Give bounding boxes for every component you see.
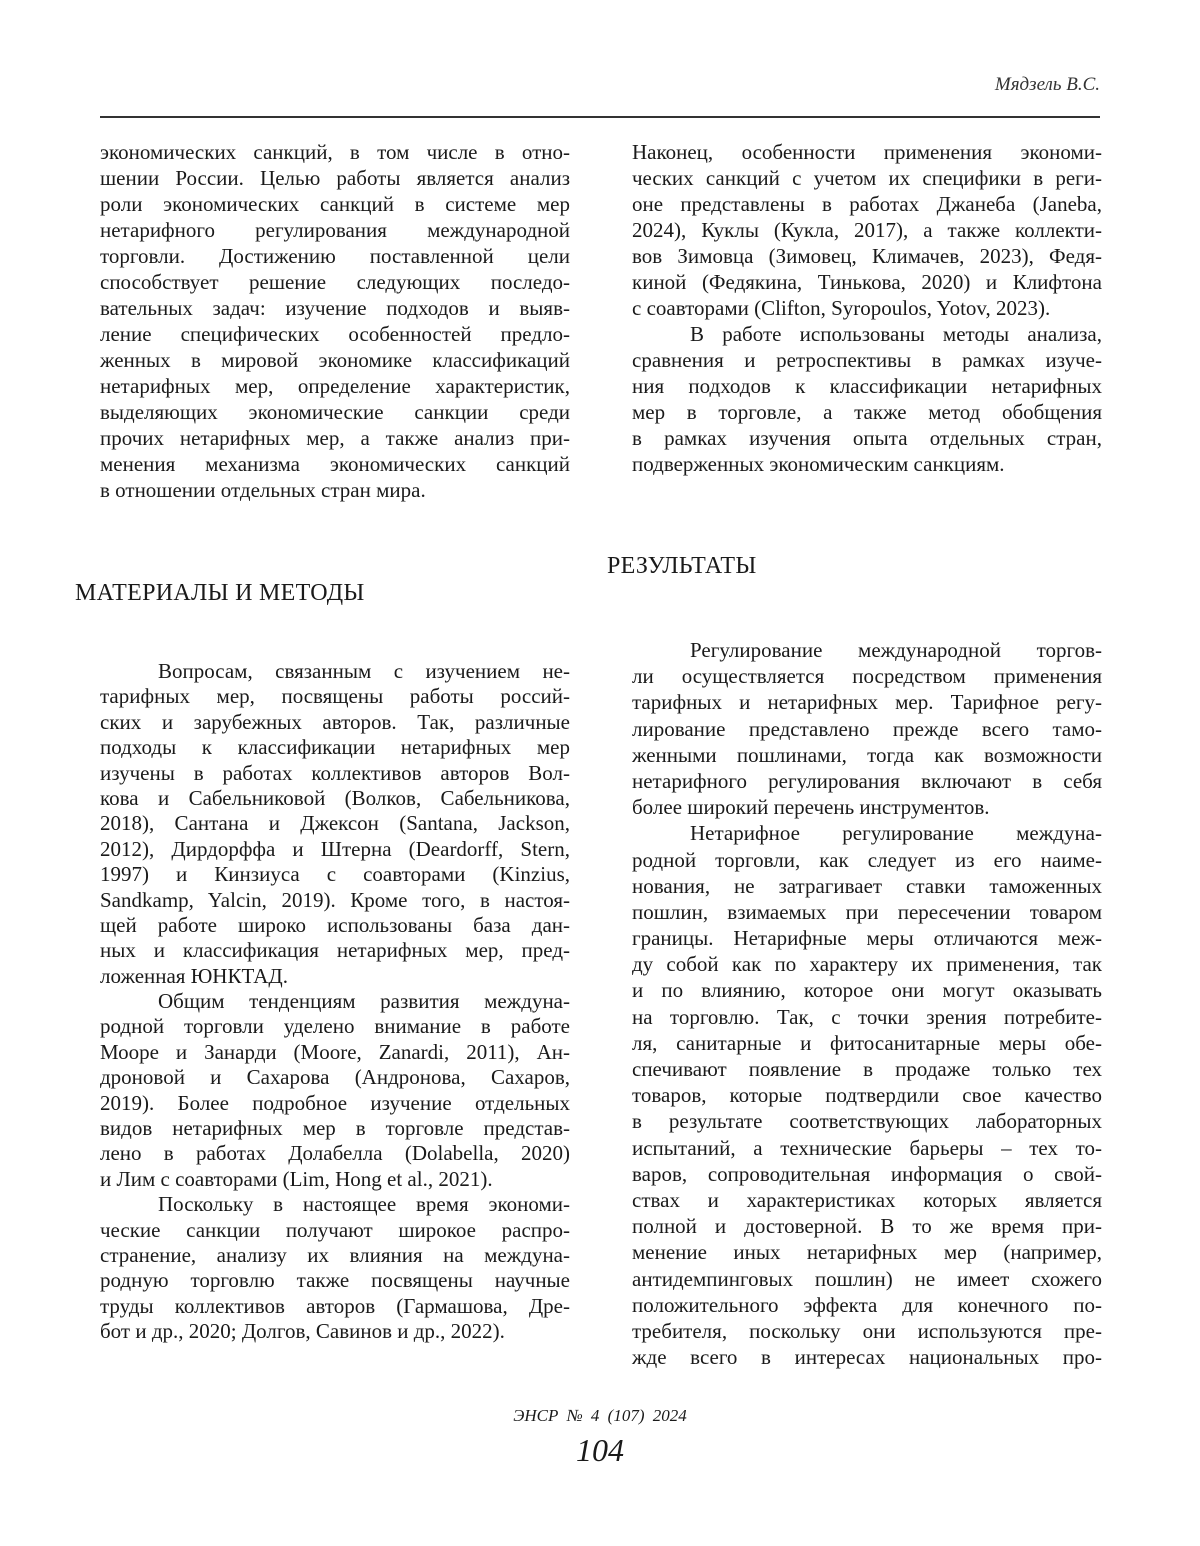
paragraph <box>632 820 1102 1370</box>
text-line: торговли. Достижению поставленной цели <box>100 243 570 269</box>
text-line: роли экономических санкций в системе мер <box>100 191 570 217</box>
text-line: дроновой и Сахарова (Андронова, Сахаров, <box>100 1065 570 1090</box>
text-line: ских и зарубежных авторов. Так, различные <box>100 710 570 735</box>
text-line: менения механизма экономических санкций <box>100 451 570 477</box>
paragraph <box>100 659 570 989</box>
text-line: лено в работах Долабелла (Dolabella, 2020) <box>100 1141 570 1166</box>
text-line: Наконец, особенности применения экономи- <box>632 139 1102 165</box>
text-line: ных и классификация нетарифных мер, пред- <box>100 938 570 963</box>
paragraph <box>100 1192 570 1344</box>
text-line: положительного эффекта для конечного по- <box>632 1292 1102 1318</box>
text-line: лирование представлено прежде всего тамо- <box>632 716 1102 742</box>
text-line: ния подходов к классификации нетарифных <box>632 373 1102 399</box>
text-line: и по влиянию, которое они могут оказывать <box>632 977 1102 1003</box>
text-line: вов Зимовца (Зимовец, Климачев, 2023), Федя- <box>632 243 1102 269</box>
paragraph <box>100 989 570 1192</box>
text-line: труды коллективов авторов (Гармашова, Дре- <box>100 1294 570 1319</box>
text-line: с соавторами (Clifton, Syropoulos, Yotov, 2023). <box>632 295 1102 321</box>
text-line: шении России. Целью работы является анализ <box>100 165 570 191</box>
text-line: странение, анализу их влияния на междуна- <box>100 1243 570 1268</box>
text-line: и Лим с соавторами (Lim, Hong et al., 2021). <box>100 1167 570 1192</box>
text-line: оне представлены в работах Джанеба (Janeba, <box>632 191 1102 217</box>
text-line: границы. Нетарифные меры отличаются меж- <box>632 925 1102 951</box>
text-line: щей работе широко использованы база дан- <box>100 913 570 938</box>
text-line: женных в мировой экономике классификаций <box>100 347 570 373</box>
text-line: 2024), Куклы (Кукла, 2017), а также коллекти- <box>632 217 1102 243</box>
paragraph <box>632 139 1102 321</box>
text-line: в отношении отдельных стран мира. <box>100 477 570 503</box>
text-line: кова и Сабельниковой (Волков, Сабельникова, <box>100 786 570 811</box>
text-line: 2018), Сантана и Джексон (Santana, Jackson, <box>100 811 570 836</box>
text-line: женными пошлинами, тогда как возможности <box>632 742 1102 768</box>
text-line: Мооре и Занарди (Moore, Zanardi, 2011), Ан- <box>100 1040 570 1065</box>
text-line: нетарифного регулирования включают в себя <box>632 768 1102 794</box>
text-line: ложенная ЮНКТАД. <box>100 964 570 989</box>
text-line: полной и достоверной. В то же время при- <box>632 1213 1102 1239</box>
text-line: нетарифного регулирования международной <box>100 217 570 243</box>
text-line: жде всего в интересах национальных про- <box>632 1344 1102 1370</box>
text-line: выделяющих экономические санкции среди <box>100 399 570 425</box>
text-line: изучены в работах коллективов авторов Вол- <box>100 761 570 786</box>
text-line: Общим тенденциям развития междуна- <box>100 989 570 1014</box>
text-line: вательных задач: изучение подходов и выяв- <box>100 295 570 321</box>
text-line: более широкий перечень инструментов. <box>632 794 1102 820</box>
text-line: ли осуществляется посредством применения <box>632 663 1102 689</box>
text-line: 1997) и Кинзиуса с соавторами (Kinzius, <box>100 862 570 887</box>
text-line: 2012), Дирдорффа и Штерна (Deardorff, Stern, <box>100 837 570 862</box>
text-line: в рамках изучения опыта отдельных стран, <box>632 425 1102 451</box>
text-line: прочих нетарифных мер, а также анализ при- <box>100 425 570 451</box>
results-text <box>632 637 1102 1370</box>
text-line: спечивают появление в продаже только тех <box>632 1056 1102 1082</box>
methods-text <box>100 659 570 1345</box>
text-line: нетарифных мер, определение характеристик, <box>100 373 570 399</box>
text-line: ческие санкции получают широкое распро- <box>100 1218 570 1243</box>
text-line: варов, сопроводительная информация о свой- <box>632 1161 1102 1187</box>
header-rule <box>100 116 1100 118</box>
text-line: товаров, которые подтвердили свое качество <box>632 1082 1102 1108</box>
paragraph <box>632 321 1102 477</box>
footer-journal-issue: ЭНСР № 4 (107) 2024 <box>0 1406 1200 1426</box>
text-line: ля, санитарные и фитосанитарные меры обе- <box>632 1030 1102 1056</box>
running-header-author: Мядзель В.С. <box>995 74 1100 96</box>
text-line: Вопросам, связанным с изучением не- <box>100 659 570 684</box>
text-line: ствах и характеристиках которых является <box>632 1187 1102 1213</box>
text-line: ческих санкций с учетом их специфики в реги- <box>632 165 1102 191</box>
text-line: подходы к классификации нетарифных мер <box>100 735 570 760</box>
paragraph <box>100 139 570 503</box>
page-number: 104 <box>0 1432 1200 1469</box>
text-line: нования, не затрагивает ставки таможенных <box>632 873 1102 899</box>
text-line: родную торговлю также посвящены научные <box>100 1268 570 1293</box>
paragraph <box>632 637 1102 820</box>
text-line: Поскольку в настоящее время экономи- <box>100 1192 570 1217</box>
text-line: антидемпинговых пошлин) не имеет схожего <box>632 1266 1102 1292</box>
section-heading-methods: МАТЕРИАЛЫ И МЕТОДЫ <box>75 580 365 607</box>
text-line: пошлин, взимаемых при пересечении товаром <box>632 899 1102 925</box>
text-line: 2019). Более подробное изучение отдельных <box>100 1091 570 1116</box>
text-line: способствует решение следующих последо- <box>100 269 570 295</box>
text-line: Нетарифное регулирование междуна- <box>632 820 1102 846</box>
text-line: родной торговли уделено внимание в работе <box>100 1014 570 1039</box>
text-line: подверженных экономическим санкциям. <box>632 451 1102 477</box>
text-line: экономических санкций, в том числе в отно- <box>100 139 570 165</box>
text-line: бот и др., 2020; Долгов, Савинов и др., 2022). <box>100 1319 570 1344</box>
text-line: тарифных мер, посвящены работы россий- <box>100 684 570 709</box>
text-line: В работе использованы методы анализа, <box>632 321 1102 347</box>
right-intro-text <box>632 139 1102 477</box>
left-intro-text <box>100 139 570 503</box>
text-line: тарифных и нетарифных мер. Тарифное регу- <box>632 689 1102 715</box>
text-line: сравнения и ретроспективы в рамках изуче- <box>632 347 1102 373</box>
text-line: ду собой как по характеру их применения, так <box>632 951 1102 977</box>
text-line: видов нетарифных мер в торговле представ- <box>100 1116 570 1141</box>
text-line: киной (Федякина, Тинькова, 2020) и Клифтона <box>632 269 1102 295</box>
text-line: в результате соответствующих лабораторных <box>632 1108 1102 1134</box>
text-line: менение иных нетарифных мер (например, <box>632 1239 1102 1265</box>
section-heading-results: РЕЗУЛЬТАТЫ <box>607 553 757 580</box>
text-line: требителя, поскольку они используются пре- <box>632 1318 1102 1344</box>
text-line: на торговлю. Так, с точки зрения потребите- <box>632 1004 1102 1030</box>
text-line: Sandkamp, Yalcin, 2019). Кроме того, в настоя- <box>100 888 570 913</box>
text-line: испытаний, а технические барьеры – тех то- <box>632 1135 1102 1161</box>
text-line: Регулирование международной торгов- <box>632 637 1102 663</box>
text-line: родной торговли, как следует из его наиме- <box>632 847 1102 873</box>
text-line: мер в торговле, а также метод обобщения <box>632 399 1102 425</box>
text-line: ление специфических особенностей предло- <box>100 321 570 347</box>
